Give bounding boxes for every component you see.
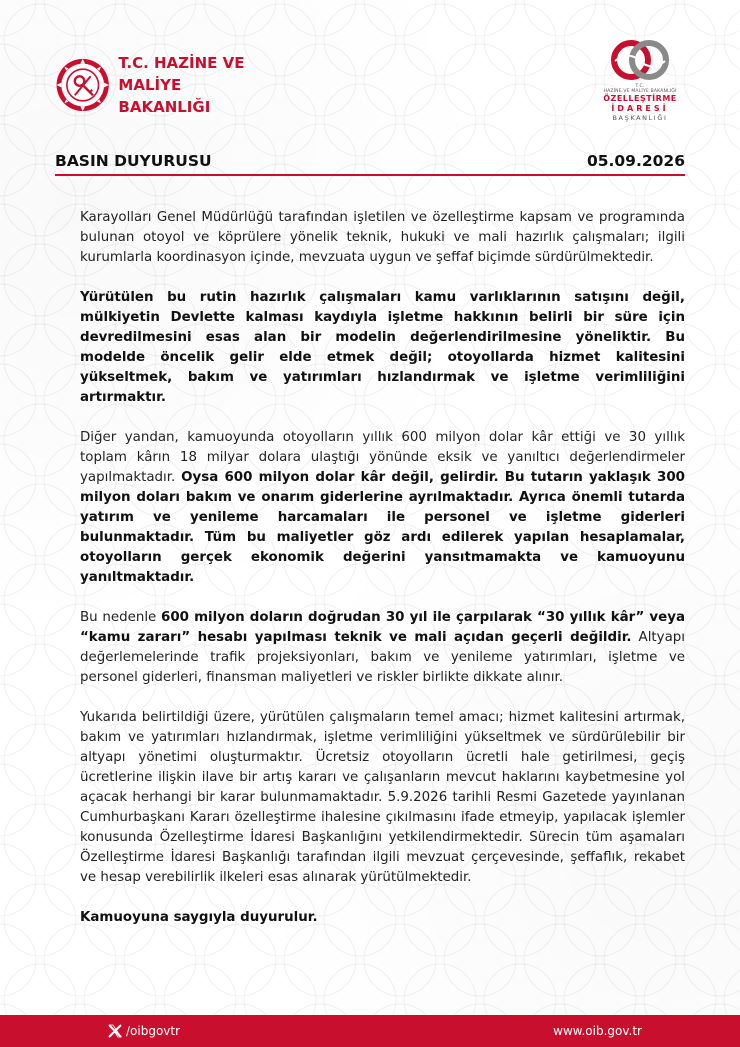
right-logo-line3: BAŞKANLIĞI xyxy=(612,114,668,122)
ministry-name-line1: T.C. HAZİNE VE xyxy=(118,54,245,72)
right-logo-ministry: HAZİNE VE MALİYE BAKANLIĞI xyxy=(603,89,677,94)
closing-line: Kamuoyuna saygıyla duyurulur. xyxy=(80,910,318,925)
social-handle[interactable] xyxy=(108,1024,180,1038)
paragraph-4 xyxy=(80,608,685,688)
x-logo-icon xyxy=(108,1024,122,1038)
right-logo-line1: ÖZELLEŞTİRME xyxy=(603,94,677,103)
paragraph-1: Karayolları Genel Müdürlüğü tarafından işletilen ve özelleştirme kapsam ve programında bulunan otoyol ve köprülere yönelik teknik, hukuki ve mali hazırlık çalışmaları; ilgili kurumlarla koordinasyon içinde, mevzuata uygun ve şeffaf biçimde sürdürülmektedir. xyxy=(80,210,685,265)
social-handle-text: /oibgovtr xyxy=(126,1024,181,1038)
paragraph-2: Yürütülen bu rutin hazırlık çalışmaları kamu varlıklarının satışını değil, mülkiyetin Devlette kalması kaydıyla işletme hakkının belirli bir süre için devredilmesini esas alan bir modelin değerlendirilmesine yöneliktir. Bu modelde öncelik gelir elde etmek değil; otoyollarda hizmet kalitesini yükseltmek, bakım ve yatırımları hızlandırmak ve işletme verimliliğini artırmaktır. xyxy=(80,290,685,405)
paragraph-3 xyxy=(80,428,685,588)
paragraph-4-bold: 600 milyon doların doğrudan 30 yıl ile çarpılarak “30 yıllık kâr” veya “kamu zararı” hesabı yapılması teknik ve mali açıdan geçerli değildir. xyxy=(80,610,685,645)
footer-bar xyxy=(0,1015,740,1047)
paragraph-4-start: Bu nedenle xyxy=(80,610,157,625)
privatization-admin-logo xyxy=(595,40,685,130)
press-release-body xyxy=(80,208,685,948)
right-logo-tc: T.C. xyxy=(635,84,645,89)
paragraph-4-end: Altyapı değerlemelerinde trafik projeksiyonları, bakım ve yenileme yatırımları, işletme ve personel giderleri, finansman maliyetleri ve riskler birlikte dikkate alınır. xyxy=(80,630,686,685)
document-date: 05.09.2026 xyxy=(586,152,685,170)
paragraph-3-normal: Diğer yandan, kamuoyunda otoyolların yıllık 600 milyon dolar kâr ettiği ve 30 yıllık toplam kârın 18 milyar dolara ulaştığı yönünde eksik ve yanıltıcı değerlendirmeler yapılmaktadır. xyxy=(80,430,685,485)
heading-row xyxy=(55,150,685,172)
heading-divider xyxy=(55,174,685,176)
website-link[interactable]: www.oib.gov.tr xyxy=(553,1024,642,1038)
ministry-name xyxy=(118,52,245,118)
paragraph-5: Yukarıda belirtildiği üzere, yürütülen çalışmaların temel amacı; hizmet kalitesini artırmak, bakım ve yatırımları hızlandırmak, işletme verimliliğini yükseltmek ve sürdürülebilir bir altyapı yönetimi oluşturmaktır. Ücretsiz otoyolların ücretli hale getirilmesi, geçiş ücretlerine ilişkin ilave bir artış kararı ve çalışanların mevcut haklarını kaybetmesine yol açacak herhangi bir karar bulunmamaktadır. 5.9.2026 tarihli Resmi Gazetede yayınlanan Cumhurbaşkanı Kararı özelleştirme ihalesine çıkılmasını ifade etmeyip, yapılacak işlemler konusunda Özelleştirme İdaresi Başkanlığını yetkilendirmektedir. Sürecin tüm aşamaları Özelleştirme İdaresi Başkanlığı tarafından ilgili mevzuat çerçevesinde, şeffaflık, rekabet ve hesap verebilirlik ilkeleri esas alınarak yürütülmektedir. xyxy=(80,710,685,885)
paragraph-3-bold: Oysa 600 milyon dolar kâr değil, gelirdir. Bu tutarın yaklaşık 300 milyon doları bakım ve onarım giderlerine ayrılmaktadır. Ayrıca önemli tutarda yatırım ve yenileme harcamaları ile personel ve işletme giderleri bulunmaktadır. Tüm bu maliyetler göz ardı edilerek yapılan hesaplamalar, otoyolların gerçek ekonomik değerini yansıtmamakta ve kamuoyunu yanıltmaktadır. xyxy=(80,470,685,585)
right-logo-line2: İDARESİ xyxy=(611,104,669,113)
document-title: BASIN DUYURUSU xyxy=(55,152,212,170)
ministry-logo xyxy=(55,50,245,120)
ministry-name-line2: MALİYE BAKANLIĞI xyxy=(118,76,211,116)
ministry-seal-icon xyxy=(55,50,110,120)
privatization-admin-mark-icon xyxy=(595,40,685,80)
